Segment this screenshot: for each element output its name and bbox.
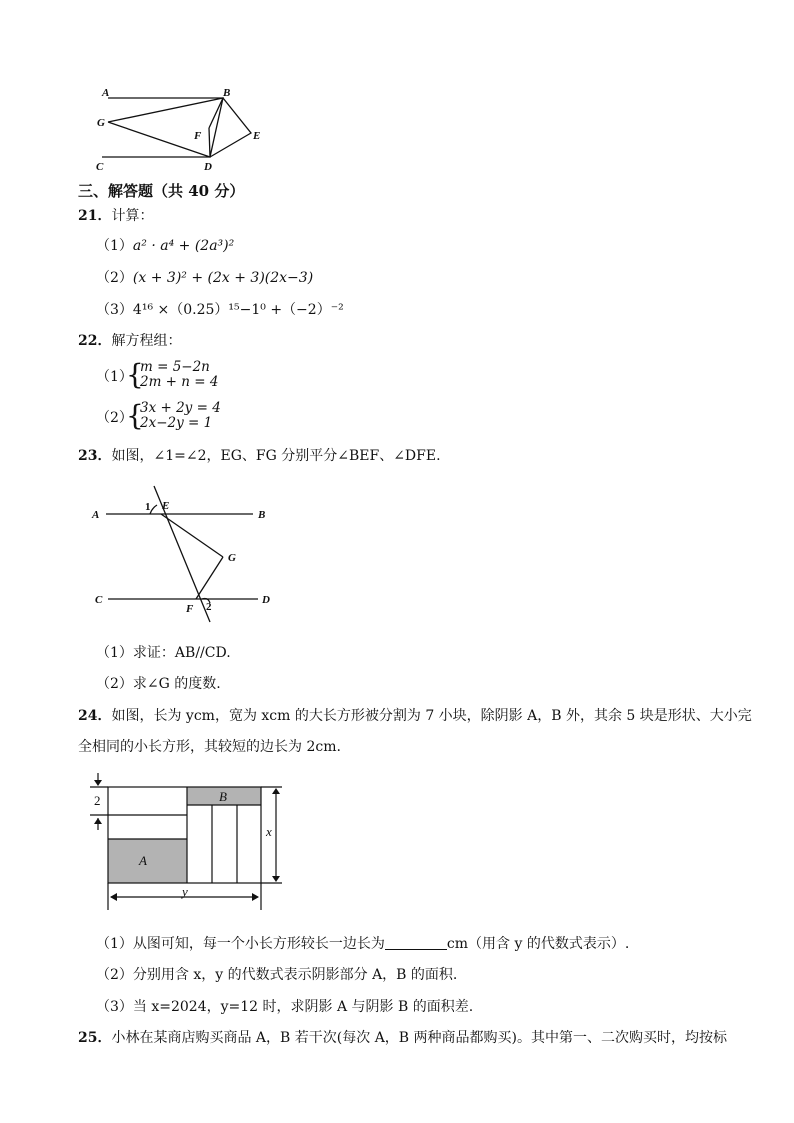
q24-number: 24． [78, 708, 112, 724]
q22-stem: 解方程组： [111, 333, 182, 349]
q22-header [78, 331, 181, 351]
q23-label-a: A [92, 509, 100, 521]
fig-top-label-e: E [253, 130, 261, 142]
q24-item-1 [96, 934, 629, 954]
q23-header [78, 446, 441, 466]
fig-top-label-g: G [97, 117, 105, 129]
figure-q23 [88, 482, 288, 630]
q21-item-1 [96, 236, 234, 256]
fig-top-label-c: C [96, 161, 104, 173]
q23-item-1-label: （1） [96, 645, 133, 661]
q21-item-2-expr: (x + 3)² + (2x + 3)(2x−3) [132, 270, 314, 286]
q23-item-1-text: 求证：AB//CD. [132, 645, 231, 661]
q25-stem-text: 小林在某商店购买商品 A，B 若干次(每次 A，B 两种商品都购买)。其中第一、二次购买时，均按标 [111, 1030, 728, 1046]
q22-item-1-eq1: m = 5−2n [140, 359, 210, 375]
q25-stem [78, 1028, 727, 1048]
q24-label-2: 2 [94, 793, 101, 808]
q24-item-3-text: 当 x=2024，y=12 时，求阴影 A 与阴影 B 的面积差. [132, 999, 474, 1015]
q25-number: 25． [78, 1030, 112, 1046]
q21-item-3-label: （3） [96, 302, 133, 318]
q21-header [78, 206, 153, 226]
q23-item-1 [96, 643, 231, 663]
q24-stem-text-1: 如图，长为 ycm，宽为 xcm 的大长方形被分割为 7 小块，除阴影 A，B 外，其余 5 块是形状、大小完 [111, 708, 752, 724]
q21-number: 21． [78, 208, 112, 224]
q23-label-f: F [186, 603, 194, 615]
q21-stem: 计算： [111, 208, 154, 224]
q23-label-g: G [228, 552, 236, 564]
q22-item-1-label: （1） [96, 369, 133, 385]
q24-item-3-label: （3） [96, 999, 133, 1015]
q22-item-1-brace: { [126, 358, 144, 391]
q24-item-2-label: （2） [96, 967, 133, 983]
q24-item-2 [96, 965, 457, 985]
q22-item-2-label: （2） [96, 410, 133, 426]
fig-top-label-f: F [194, 130, 202, 142]
q24-item-1-text-before: 从图可知，每一个小长方形较长一边长为 [132, 936, 385, 952]
answer-blank[interactable] [385, 935, 447, 950]
q23-label-e: E [162, 500, 170, 512]
q21-item-3-expr: 4¹⁶ ×（0.25）¹⁵−1⁰ +（−2）⁻² [132, 302, 344, 318]
q24-stem-line1 [78, 706, 752, 726]
q23-label-c: C [95, 594, 103, 606]
figure-q24 [84, 770, 294, 912]
q21-item-1-label: （1） [96, 238, 133, 254]
q22-item-2-eq1: 3x + 2y = 4 [140, 400, 221, 416]
q24-label-y: y [182, 884, 188, 899]
q23-label-b: B [258, 509, 266, 521]
q23-item-2-label: （2） [96, 676, 133, 692]
q23-item-2 [96, 674, 221, 694]
q24-label-x: x [266, 824, 272, 839]
q23-label-1: 1 [145, 501, 151, 513]
q24-item-3 [96, 997, 473, 1017]
q22-item-2-eq2: 2x−2y = 1 [140, 415, 213, 431]
q24-item-2-text: 分别用含 x，y 的代数式表示阴影部分 A，B 的面积. [132, 967, 458, 983]
fig-top-label-a: A [102, 87, 110, 99]
q21-item-2-label: （2） [96, 270, 133, 286]
shaded-region-a [108, 839, 187, 883]
q22-number: 22． [78, 333, 112, 349]
fig-top-label-b: B [223, 87, 231, 99]
q24-label-b: B [219, 789, 227, 804]
q22-item-1-eq2: 2m + n = 4 [140, 374, 219, 390]
q23-number: 23． [78, 448, 112, 464]
q22-item-2-brace: { [126, 399, 144, 432]
q22-item-2-system [140, 401, 221, 431]
q23-label-2: 2 [206, 601, 212, 613]
q21-item-1-expr: a² · a⁴ + (2a³)² [132, 238, 235, 254]
q21-item-3 [96, 300, 344, 320]
q24-label-a: A [139, 853, 147, 868]
q23-label-d: D [262, 594, 270, 606]
q24-stem-line2: 全相同的小长方形，其较短的边长为 2cm. [78, 739, 341, 755]
fig-top-label-d: D [204, 161, 212, 173]
section-title: 三、解答题（共 40 分） [78, 182, 245, 200]
q21-item-2 [96, 268, 313, 288]
q23-stem: 如图，∠1=∠2，EG、FG 分别平分∠BEF、∠DFE. [111, 448, 441, 464]
q24-item-1-text-after: cm（用含 y 的代数式表示）. [446, 936, 630, 952]
q24-item-1-label: （1） [96, 936, 133, 952]
q23-item-2-text: 求∠G 的度数. [132, 676, 221, 692]
q22-item-1-system [140, 360, 218, 390]
figure-top [90, 82, 280, 174]
